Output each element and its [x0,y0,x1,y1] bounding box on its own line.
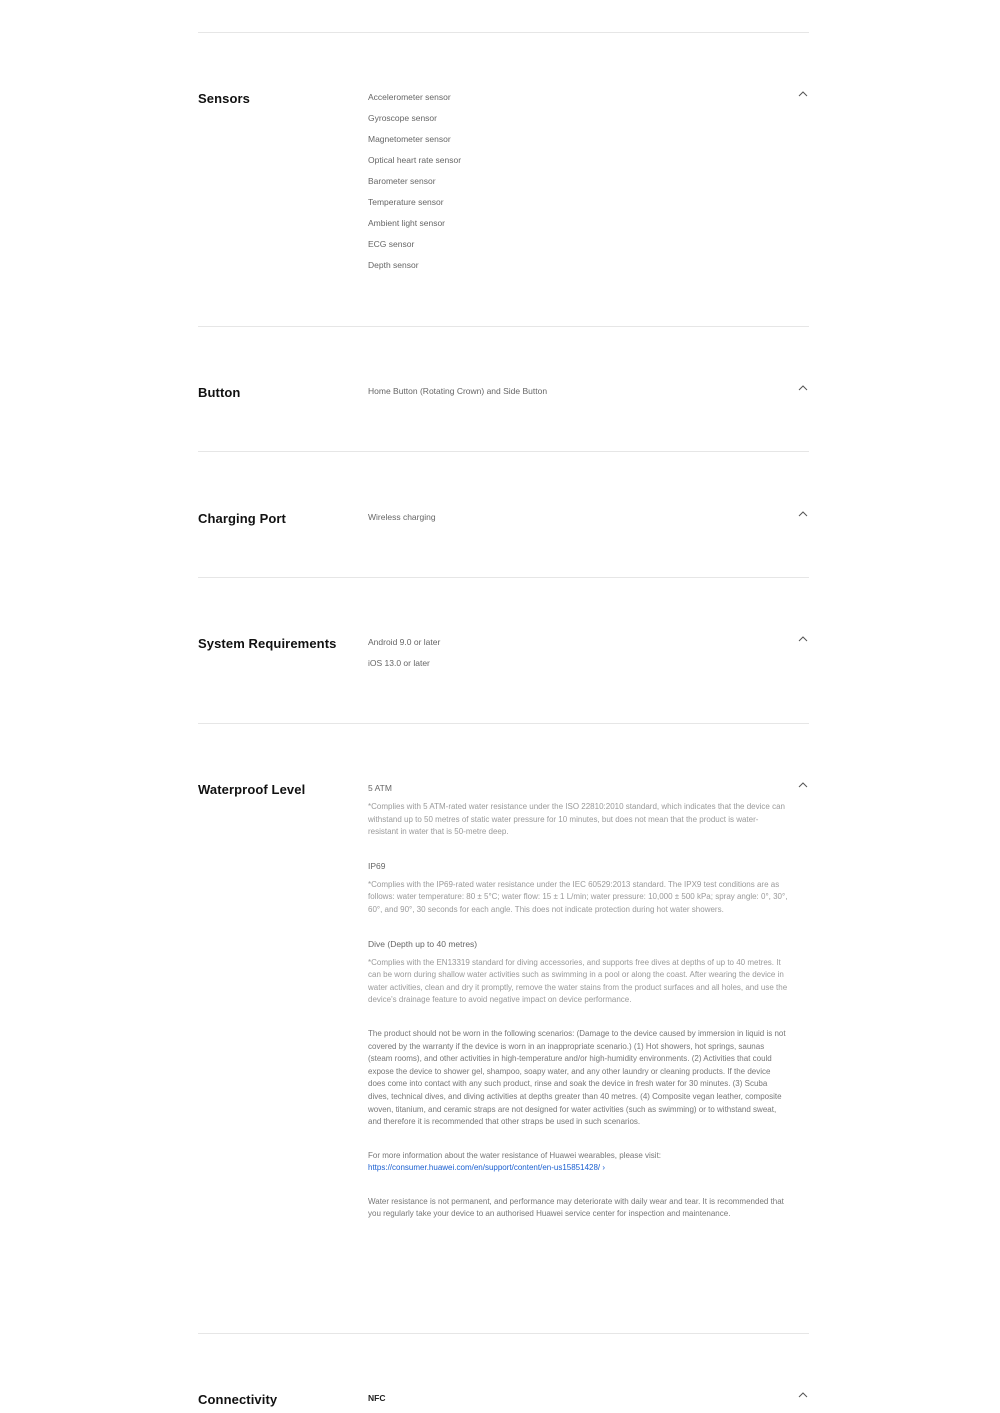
list-item: Barometer sensor [368,176,436,186]
support-link[interactable] [368,1163,605,1172]
collapse-toggle[interactable] [797,779,809,791]
list-item: Wireless charging [368,512,436,522]
more-info [368,1150,788,1175]
collapse-toggle[interactable] [797,1389,809,1401]
rating-note: *Complies with the IP69-rated water resistance under the IEC 60529:2013 standard. The IPX9 test conditions are as follows: water temperature: 80 ± 5°C; water flow: 15 ± 1 L/min; water pressure: 10,000 ± 500 kPa; spray angle: 0°, 30°, 60°, and 90°, 30 seconds for each angle. This does not indicate protection during hot water showers. [368,879,788,914]
divider [198,451,809,452]
list-item: ECG sensor [368,239,415,249]
list-item: Accelerometer sensor [368,92,451,102]
permanence-note: Water resistance is not permanent, and performance may deteriorate with daily wear and tear. It is recommended that you regularly take your device to an authorised Huawei service center for inspection and maintenance. [368,1196,784,1219]
list-item: Ambient light sensor [368,218,446,228]
support-link-text: https://consumer.huawei.com/en/support/content/en-us15851428/ [368,1163,601,1173]
rating-note: *Complies with 5 ATM-rated water resistance under the ISO 22810:2010 standard, which indicates that the device can withstand up to 50 metres of static water pressure for 10 minutes, but does not mean that the product is water-resistant in water that is 50-metre deep. [368,802,785,837]
section-title: Connectivity [198,1392,278,1407]
chevron-up-icon [797,633,809,645]
chevron-up-icon [797,508,809,520]
section-content [368,1392,788,1413]
section-content [368,385,788,406]
section-title: Sensors [198,91,251,106]
section-title: Waterproof Level [198,782,306,797]
list-item: NFC [368,1393,386,1403]
divider [198,32,809,33]
rating-label: IP69 [368,860,386,871]
list-item: iOS 13.0 or later [368,658,430,668]
chevron-up-icon [797,88,809,100]
divider [198,326,809,327]
list-item: Magnetometer sensor [368,134,451,144]
rating-label: 5 ATM [368,783,392,793]
section-content [368,782,788,1221]
divider [198,723,809,724]
list-item: Gyroscope sensor [368,113,437,123]
list-item: Android 9.0 or later [368,637,441,647]
collapse-toggle[interactable] [797,382,809,394]
divider [198,1333,809,1334]
section-title: Charging Port [198,511,286,526]
chevron-up-icon [797,1389,809,1401]
collapse-toggle[interactable] [797,88,809,100]
section-content [368,511,788,532]
list-item: Depth sensor [368,260,419,270]
section-title: System Requirements [198,636,337,651]
section-content [368,91,788,280]
list-item: Optical heart rate sensor [368,155,462,165]
collapse-toggle[interactable] [797,633,809,645]
divider [198,577,809,578]
rating-label: Dive (Depth up to 40 metres) [368,938,478,949]
chevron-up-icon [797,779,809,791]
more-info-text: For more information about the water resistance of Huawei wearables, please visit: [368,1150,662,1160]
collapse-toggle[interactable] [797,508,809,520]
chevron-right-icon: › [602,1163,606,1173]
section-title: Button [198,385,241,400]
list-item: Home Button (Rotating Crown) and Side Button [368,386,548,396]
rating-note: *Complies with the EN13319 standard for diving accessories, and supports free dives at depths of up to 40 metres. It can be worn during shallow water activities such as swimming in a pool or along the coast. After wearing the device in water activities, clean and dry it promptly, remove the water stains from the product surfaces and all holes, and use the device's drainage feature to avoid negative impact on device performance. [368,957,788,1005]
chevron-up-icon [797,382,809,394]
section-content [368,636,788,678]
list-item: Temperature sensor [368,197,444,207]
usage-warning: The product should not be worn in the following scenarios: (Damage to the device caused by immersion in liquid is not covered by the warranty if the device is worn in an inappropriate scenario.) (1) Hot showers, hot springs, saunas (steam rooms), and other activities in high-temperature and/or high-humidity environments. (2) Activities that could expose the device to shower gel, shampoo, soapy water, and any other laundry or cleaning products. If the device does come into contact with any such product, rinse and soak the device in fresh water for 30 minutes. (3) Scuba dives, technical dives, and diving activities at depths greater than 40 metres. (4) Composite vegan leather, composite woven, titanium, and ceramic straps are not designed for water activities (such as swimming) or to withstand sweat, and therefore it is recommended that other straps be used in such scenarios. [368,1028,786,1127]
